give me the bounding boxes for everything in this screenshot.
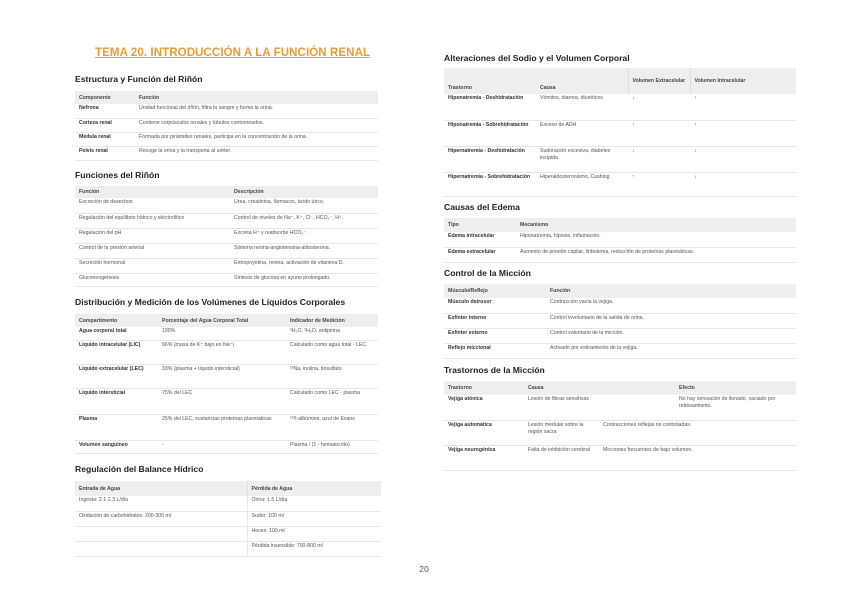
cell: Contracciones reflejas no controladas. bbox=[599, 420, 796, 445]
cell: Vejiga atónica bbox=[444, 395, 524, 420]
col-header: Volumen Intracelular bbox=[690, 68, 796, 94]
cell: ↓ bbox=[690, 172, 796, 196]
col-header: Pérdida de Agua bbox=[247, 481, 381, 496]
table-trastornos bbox=[444, 381, 796, 471]
table-row bbox=[75, 327, 378, 340]
table-row bbox=[75, 388, 378, 414]
cell: Heces: 100 ml bbox=[247, 526, 381, 541]
cell: Urea, creatinina, fármacos, ácido úrico. bbox=[230, 198, 378, 213]
cell: Gluconeogénesis bbox=[75, 273, 230, 286]
cell bbox=[75, 541, 247, 556]
cell: Falta de inhibición cerebral bbox=[524, 445, 599, 470]
table-header-row bbox=[75, 186, 378, 198]
table-row bbox=[75, 526, 381, 541]
table-row bbox=[444, 420, 796, 445]
cell: Edema intracelular bbox=[444, 232, 516, 247]
cell: Excreta H⁺ y reabsorbe HCO₃⁻. bbox=[230, 228, 378, 243]
cell: Activado por estiramiento de la vejiga. bbox=[546, 343, 796, 358]
section-heading-miccion: Control de la Micción bbox=[444, 268, 531, 278]
cell: Control voluntario de la micción. bbox=[546, 328, 796, 343]
cell: No hay sensación de llenado, vaciado por rebosamiento. bbox=[599, 395, 796, 420]
table-header-row bbox=[444, 284, 796, 298]
table-row bbox=[75, 213, 378, 228]
col-header: Mecanismo bbox=[516, 218, 796, 232]
cell: Vejiga neurogénica bbox=[444, 445, 524, 470]
table-volumenes bbox=[75, 314, 378, 454]
cell: Sudoración excesiva, diabetes insípida bbox=[536, 146, 628, 172]
table-row bbox=[75, 273, 378, 286]
table-row bbox=[75, 132, 378, 146]
cell: Médula renal bbox=[75, 132, 135, 146]
cell: Hipernatremia - Sobrehidratación bbox=[444, 172, 536, 196]
cell: Exceso de ADH bbox=[536, 120, 628, 146]
table-funciones bbox=[75, 186, 378, 287]
cell: Contracción vacía la vejiga. bbox=[546, 298, 796, 313]
col-header: Músculo/Reflejo bbox=[444, 284, 546, 298]
cell: Edema extracelular bbox=[444, 247, 516, 262]
table-row bbox=[75, 364, 378, 388]
cell: Sudor: 100 ml bbox=[247, 511, 381, 526]
cell: Micciones frecuentes de bajo volumen. bbox=[599, 445, 796, 470]
cell: Control de niveles de Na⁺, K⁺, Cl⁻, HCO₃⁻, H⁺. bbox=[230, 213, 378, 228]
table-header-row bbox=[444, 68, 796, 94]
table-row bbox=[444, 120, 796, 146]
table-row bbox=[444, 94, 796, 120]
cell: ↑ bbox=[628, 172, 690, 196]
table-header-row bbox=[444, 218, 796, 232]
table-header-row bbox=[75, 91, 378, 104]
table-row bbox=[75, 258, 378, 273]
cell: Síntesis de glucosa en ayuno prolongado. bbox=[230, 273, 378, 286]
table-row bbox=[444, 313, 796, 328]
cell: Ingesta: 2.1-2.3 L/día bbox=[75, 496, 247, 511]
cell: Lesión de fibras sensitivas bbox=[524, 395, 599, 420]
col-header: Causa bbox=[524, 381, 599, 395]
cell: Líquido intracelular (LIC) bbox=[75, 340, 158, 364]
cell: Regulación del pH bbox=[75, 228, 230, 243]
cell: Secreción hormonal bbox=[75, 258, 230, 273]
col-header: Descripción bbox=[230, 186, 378, 198]
table-row bbox=[444, 232, 796, 247]
cell: ↓ bbox=[690, 146, 796, 172]
table-row bbox=[444, 445, 796, 470]
cell: Nefrona bbox=[75, 104, 135, 118]
cell: Calculado como LEC - plasma bbox=[286, 388, 378, 414]
cell: ↑ bbox=[690, 120, 796, 146]
cell: Agua corporal total bbox=[75, 327, 158, 340]
cell: Corteza renal bbox=[75, 118, 135, 132]
col-header: Porcentaje del Agua Corporal Total bbox=[158, 314, 286, 327]
col-header: Tipo bbox=[444, 218, 516, 232]
table-row bbox=[75, 496, 381, 511]
cell: ¹³¹I-albúmina, azul de Evans bbox=[286, 414, 378, 440]
cell: Pelvis renal bbox=[75, 146, 135, 160]
section-heading-funciones: Funciones del Riñón bbox=[75, 170, 160, 180]
cell: Orina: 1.5 L/día bbox=[247, 496, 381, 511]
table-miccion bbox=[444, 284, 796, 359]
table-row bbox=[75, 511, 381, 526]
cell: Plasma bbox=[75, 414, 158, 440]
cell: Hiponatremia, hipoxia, inflamación. bbox=[516, 232, 796, 247]
section-heading-trastornos: Trastornos de la Micción bbox=[444, 365, 545, 375]
cell: 100% bbox=[158, 327, 286, 340]
table-row bbox=[444, 298, 796, 313]
cell: Regulación del equilibrio hídrico y electrolítico bbox=[75, 213, 230, 228]
page-number: 20 bbox=[419, 564, 429, 574]
col-header: Componente bbox=[75, 91, 135, 104]
cell: 75% del LEC bbox=[158, 388, 286, 414]
table-row bbox=[75, 243, 378, 258]
col-header: Volumen Extracelular bbox=[628, 68, 690, 94]
cell: Músculo detrusor bbox=[444, 298, 546, 313]
table-row bbox=[75, 440, 378, 453]
table-edema bbox=[444, 218, 796, 263]
col-header: Trastorno bbox=[444, 68, 536, 94]
table-sodio bbox=[444, 68, 796, 197]
table-row bbox=[444, 328, 796, 343]
cell: Líquido intersticial bbox=[75, 388, 158, 414]
cell: Contiene corpúsculos renales y túbulos contorneados. bbox=[135, 118, 378, 132]
col-header: Entrada de Agua bbox=[75, 481, 247, 496]
cell: Esfínter externo bbox=[444, 328, 546, 343]
cell bbox=[75, 526, 247, 541]
table-balance bbox=[75, 481, 381, 557]
table-row bbox=[444, 247, 796, 262]
cell: Aumento de presión capilar, linfedema, reducción de proteínas plasmáticas. bbox=[516, 247, 796, 262]
cell: Lesión medular sobre la región sacra bbox=[524, 420, 599, 445]
cell: ³H₂O, ²H₂O, antipirina bbox=[286, 327, 378, 340]
table-row bbox=[444, 172, 796, 196]
col-header: Compartimento bbox=[75, 314, 158, 327]
table-row bbox=[75, 146, 378, 160]
cell: Vejiga automática bbox=[444, 420, 524, 445]
col-header: Causa bbox=[536, 68, 628, 94]
col-header: Función bbox=[75, 186, 230, 198]
cell: Control involuntario de la salida de orina. bbox=[546, 313, 796, 328]
cell: ²²Na, inulina, tiosulfato bbox=[286, 364, 378, 388]
cell: Pérdida insensible: 700-800 ml bbox=[247, 541, 381, 556]
cell: 66% (masa de K⁺ bajo en Na⁺) bbox=[158, 340, 286, 364]
col-header: Trastorno bbox=[444, 381, 524, 395]
table-row bbox=[75, 228, 378, 243]
cell: Volumen sanguíneo bbox=[75, 440, 158, 453]
section-heading-edema: Causas del Edema bbox=[444, 202, 520, 212]
cell: Recoge la orina y la transporta al uréter. bbox=[135, 146, 378, 160]
cell: Control de la presión arterial bbox=[75, 243, 230, 258]
table-row bbox=[75, 198, 378, 213]
cell: - bbox=[158, 440, 286, 453]
section-heading-sodio: Alteraciones del Sodio y el Volumen Corporal bbox=[444, 53, 630, 63]
cell: Plasma / (1 - hematocrito) bbox=[286, 440, 378, 453]
table-header-row bbox=[444, 381, 796, 395]
cell: Esfínter interno bbox=[444, 313, 546, 328]
table-estructura bbox=[75, 91, 378, 161]
cell: Líquido extracelular (LEC) bbox=[75, 364, 158, 388]
cell: Oxidación de carbohidratos: 200-300 ml bbox=[75, 511, 247, 526]
cell: Calculado como agua total - LEC bbox=[286, 340, 378, 364]
cell: Vómitos, diarrea, diuréticos bbox=[536, 94, 628, 120]
table-row bbox=[444, 395, 796, 420]
cell: ↓ bbox=[628, 94, 690, 120]
section-heading-balance: Regulación del Balance Hídrico bbox=[75, 464, 204, 474]
table-row bbox=[75, 104, 378, 118]
cell: Hiponatremia - Deshidratación bbox=[444, 94, 536, 120]
cell: 25% del LEC, sustancias proteínas plasmáticas bbox=[158, 414, 286, 440]
page-title: TEMA 20. INTRODUCCIÓN A LA FUNCIÓN RENAL bbox=[95, 47, 371, 59]
cell: 33% (plasma + líquido intersticial) bbox=[158, 364, 286, 388]
table-row bbox=[75, 340, 378, 364]
cell: Excreción de desechos bbox=[75, 198, 230, 213]
col-header: Función bbox=[135, 91, 378, 104]
table-row bbox=[75, 541, 381, 556]
cell: ↑ bbox=[690, 94, 796, 120]
section-heading-volumenes: Distribución y Medición de los Volúmenes de Líquidos Corporales bbox=[75, 297, 346, 307]
table-row bbox=[75, 414, 378, 440]
col-header: Función bbox=[546, 284, 796, 298]
col-header: Efecto bbox=[599, 381, 796, 395]
cell: Hiponatremia - Sobrehidratación bbox=[444, 120, 536, 146]
table-row bbox=[75, 118, 378, 132]
section-heading-estructura: Estructura y Función del Riñón bbox=[75, 74, 203, 84]
cell: Reflejo miccional bbox=[444, 343, 546, 358]
table-row bbox=[444, 343, 796, 358]
table-header-row bbox=[75, 481, 381, 496]
cell: ↓ bbox=[628, 146, 690, 172]
table-row bbox=[444, 146, 796, 172]
cell: Hiperaldosteronismo, Cushing bbox=[536, 172, 628, 196]
cell: Sistema renina-angiotensina-aldosterona. bbox=[230, 243, 378, 258]
cell: Formada por pirámides renales, participa en la concentración de la orina. bbox=[135, 132, 378, 146]
table-header-row bbox=[75, 314, 378, 327]
col-header: Indicador de Medición bbox=[286, 314, 378, 327]
cell: Eritropoyetina, renina, activación de vitamina D. bbox=[230, 258, 378, 273]
cell: Hipernatremia - Deshidratación bbox=[444, 146, 536, 172]
cell: Unidad funcional del riñón, filtra la sangre y forma la orina. bbox=[135, 104, 378, 118]
cell: ↑ bbox=[628, 120, 690, 146]
